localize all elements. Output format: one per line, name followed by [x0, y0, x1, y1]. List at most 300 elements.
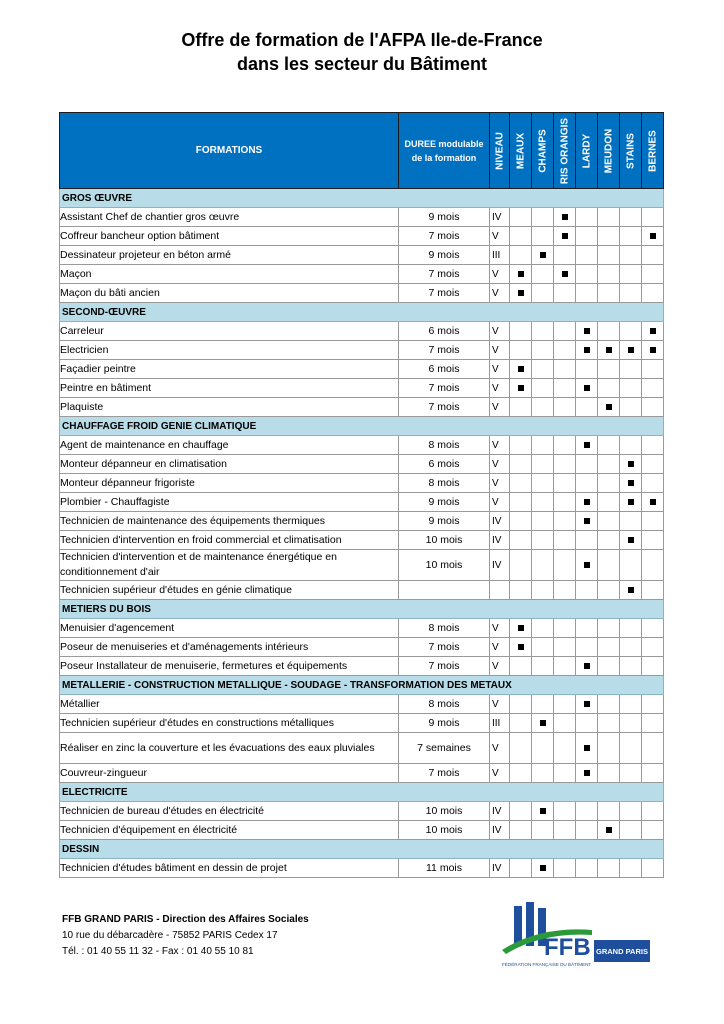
site-cell	[642, 493, 664, 512]
site-cell	[598, 550, 620, 581]
site-cell	[510, 638, 532, 657]
site-cell	[620, 341, 642, 360]
formation-name: Technicien d'équipement en électricité	[60, 821, 399, 840]
site-cell	[554, 821, 576, 840]
availability-marker	[518, 625, 524, 631]
site-cell	[532, 714, 554, 733]
header-site-bernes: BERNES	[642, 113, 664, 189]
formation-duree: 7 mois	[399, 265, 490, 284]
site-cell	[510, 531, 532, 550]
formation-name: Technicien de bureau d'études en électricité	[60, 802, 399, 821]
formations-table	[59, 112, 664, 878]
section-title: METALLERIE - CONSTRUCTION METALLIQUE - SOUDAGE - TRANSFORMATION DES METAUX	[60, 676, 664, 695]
site-cell	[642, 733, 664, 764]
formation-niveau: V	[490, 638, 510, 657]
table-row	[60, 246, 664, 265]
site-cell	[576, 398, 598, 417]
site-cell	[554, 436, 576, 455]
site-cell	[532, 733, 554, 764]
site-cell	[554, 714, 576, 733]
formation-duree: 6 mois	[399, 322, 490, 341]
site-cell	[576, 764, 598, 783]
formation-name: Technicien d'intervention et de maintenance énergétique en conditionnement d'air	[60, 550, 399, 581]
table-row	[60, 619, 664, 638]
site-cell	[620, 436, 642, 455]
section-title: DESSIN	[60, 840, 664, 859]
site-cell	[598, 821, 620, 840]
site-cell	[554, 695, 576, 714]
formation-niveau: V	[490, 764, 510, 783]
table-row	[60, 550, 664, 581]
site-cell	[598, 360, 620, 379]
site-cell	[532, 360, 554, 379]
availability-marker	[562, 214, 568, 220]
site-cell	[532, 859, 554, 878]
footer-org: FFB GRAND PARIS - Direction des Affaires Sociales	[62, 914, 309, 925]
site-cell	[598, 379, 620, 398]
formation-duree: 10 mois	[399, 531, 490, 550]
formation-duree: 7 mois	[399, 638, 490, 657]
site-cell	[598, 493, 620, 512]
site-cell	[510, 493, 532, 512]
availability-marker	[518, 385, 524, 391]
site-cell	[532, 821, 554, 840]
site-cell	[620, 208, 642, 227]
site-cell	[576, 531, 598, 550]
site-cell	[532, 284, 554, 303]
site-cell	[510, 821, 532, 840]
site-cell	[576, 455, 598, 474]
formation-duree: 7 mois	[399, 398, 490, 417]
header-site-meudon: MEUDON	[598, 113, 620, 189]
site-cell	[554, 246, 576, 265]
site-cell	[554, 802, 576, 821]
availability-marker	[584, 701, 590, 707]
formation-niveau: V	[490, 619, 510, 638]
formation-duree: 8 mois	[399, 436, 490, 455]
site-cell	[554, 341, 576, 360]
table-row	[60, 581, 664, 600]
site-cell	[620, 764, 642, 783]
header-formations: FORMATIONS	[60, 113, 399, 189]
site-cell	[554, 531, 576, 550]
site-cell	[598, 733, 620, 764]
formation-duree: 10 mois	[399, 550, 490, 581]
availability-marker	[650, 328, 656, 334]
formation-niveau: V	[490, 474, 510, 493]
site-cell	[510, 379, 532, 398]
formation-name: Réaliser en zinc la couverture et les évacuations des eaux pluviales	[60, 733, 399, 764]
site-cell	[642, 436, 664, 455]
table-body	[60, 189, 664, 878]
table-row	[60, 379, 664, 398]
footer	[62, 912, 309, 960]
section-title: CHAUFFAGE FROID GENIE CLIMATIQUE	[60, 417, 664, 436]
site-cell	[598, 657, 620, 676]
availability-marker	[584, 442, 590, 448]
formation-duree: 9 mois	[399, 493, 490, 512]
site-cell	[510, 455, 532, 474]
site-cell	[576, 208, 598, 227]
site-cell	[642, 322, 664, 341]
table-row	[60, 322, 664, 341]
site-cell	[532, 512, 554, 531]
formation-duree: 10 mois	[399, 802, 490, 821]
site-cell	[576, 638, 598, 657]
header-site-lardy: LARDY	[576, 113, 598, 189]
table-row	[60, 398, 664, 417]
formation-niveau: V	[490, 322, 510, 341]
site-cell	[620, 512, 642, 531]
site-cell	[510, 360, 532, 379]
table-row	[60, 859, 664, 878]
site-cell	[532, 581, 554, 600]
site-cell	[554, 512, 576, 531]
site-cell	[642, 764, 664, 783]
formation-niveau: IV	[490, 531, 510, 550]
availability-marker	[584, 499, 590, 505]
table-row	[60, 638, 664, 657]
formation-name: Maçon du bâti ancien	[60, 284, 399, 303]
site-cell	[532, 322, 554, 341]
site-cell	[620, 398, 642, 417]
formation-duree: 9 mois	[399, 208, 490, 227]
site-cell	[576, 265, 598, 284]
site-cell	[620, 265, 642, 284]
site-cell	[532, 531, 554, 550]
formation-name: Coffreur bancheur option bâtiment	[60, 227, 399, 246]
availability-marker	[650, 347, 656, 353]
formation-niveau: III	[490, 714, 510, 733]
formation-duree: 9 mois	[399, 714, 490, 733]
site-cell	[510, 733, 532, 764]
site-cell	[554, 208, 576, 227]
site-cell	[554, 455, 576, 474]
section-title: METIERS DU BOIS	[60, 600, 664, 619]
availability-marker	[628, 480, 634, 486]
table-row	[60, 493, 664, 512]
availability-marker	[562, 271, 568, 277]
formation-duree: 8 mois	[399, 619, 490, 638]
formation-duree: 7 mois	[399, 379, 490, 398]
title-line-1: Offre de formation de l'AFPA Ile-de-France	[181, 30, 543, 50]
site-cell	[510, 436, 532, 455]
availability-marker	[606, 827, 612, 833]
site-cell	[510, 398, 532, 417]
table-row	[60, 764, 664, 783]
site-cell	[620, 246, 642, 265]
formation-name: Poseur Installateur de menuiserie, fermetures et équipements	[60, 657, 399, 676]
site-cell	[642, 455, 664, 474]
formation-duree: 7 mois	[399, 764, 490, 783]
formation-niveau: V	[490, 341, 510, 360]
site-cell	[642, 360, 664, 379]
site-cell	[576, 474, 598, 493]
formation-niveau: V	[490, 227, 510, 246]
site-cell	[532, 550, 554, 581]
site-cell	[554, 360, 576, 379]
formation-duree: 11 mois	[399, 859, 490, 878]
availability-marker	[540, 865, 546, 871]
formation-duree: 6 mois	[399, 455, 490, 474]
table-row	[60, 455, 664, 474]
table-row	[60, 360, 664, 379]
site-cell	[510, 859, 532, 878]
site-cell	[510, 227, 532, 246]
formation-name: Poseur de menuiseries et d'aménagements intérieurs	[60, 638, 399, 657]
formation-name: Peintre en bâtiment	[60, 379, 399, 398]
site-cell	[576, 322, 598, 341]
table-row	[60, 531, 664, 550]
site-cell	[598, 398, 620, 417]
site-cell	[598, 512, 620, 531]
site-cell	[598, 802, 620, 821]
availability-marker	[518, 644, 524, 650]
formation-duree: 8 mois	[399, 695, 490, 714]
site-cell	[598, 695, 620, 714]
site-cell	[620, 638, 642, 657]
site-cell	[620, 550, 642, 581]
site-cell	[620, 379, 642, 398]
site-cell	[532, 657, 554, 676]
site-cell	[576, 246, 598, 265]
site-cell	[510, 695, 532, 714]
site-cell	[576, 550, 598, 581]
formation-niveau: V	[490, 284, 510, 303]
availability-marker	[584, 562, 590, 568]
site-cell	[532, 474, 554, 493]
site-cell	[598, 227, 620, 246]
formation-name: Technicien supérieur d'études en génie climatique	[60, 581, 399, 600]
site-cell	[620, 360, 642, 379]
availability-marker	[584, 518, 590, 524]
site-cell	[620, 859, 642, 878]
site-cell	[642, 379, 664, 398]
site-cell	[642, 531, 664, 550]
formation-niveau: V	[490, 733, 510, 764]
site-cell	[620, 714, 642, 733]
formation-niveau: V	[490, 657, 510, 676]
site-cell	[620, 733, 642, 764]
formation-name: Couvreur-zingueur	[60, 764, 399, 783]
header-site-ris-orangis: RIS ORANGIS	[554, 113, 576, 189]
formation-name: Façadier peintre	[60, 360, 399, 379]
site-cell	[620, 619, 642, 638]
header-site-stains: STAINS	[620, 113, 642, 189]
site-cell	[642, 619, 664, 638]
site-cell	[642, 695, 664, 714]
availability-marker	[540, 720, 546, 726]
site-cell	[620, 531, 642, 550]
formation-duree: 7 mois	[399, 341, 490, 360]
table-row	[60, 733, 664, 764]
table-row	[60, 714, 664, 733]
formation-duree: 7 semaines	[399, 733, 490, 764]
section-title: SECOND-ŒUVRE	[60, 303, 664, 322]
header-duree: DUREE modulable de la formation	[399, 113, 490, 189]
logo-letters: FFB	[544, 934, 591, 961]
site-cell	[554, 398, 576, 417]
site-cell	[642, 550, 664, 581]
formation-niveau: V	[490, 436, 510, 455]
site-cell	[598, 455, 620, 474]
logo-tagline: FÉDÉRATION FRANÇAISE DU BÂTIMENT	[502, 962, 592, 967]
site-cell	[620, 284, 642, 303]
site-cell	[598, 208, 620, 227]
site-cell	[510, 208, 532, 227]
site-cell	[642, 265, 664, 284]
site-cell	[620, 455, 642, 474]
site-cell	[642, 512, 664, 531]
site-cell	[576, 436, 598, 455]
availability-marker	[628, 347, 634, 353]
table-row	[60, 695, 664, 714]
site-cell	[598, 859, 620, 878]
availability-marker	[540, 808, 546, 814]
formation-name: Technicien d'intervention en froid commercial et climatisation	[60, 531, 399, 550]
site-cell	[598, 531, 620, 550]
formation-niveau: IV	[490, 859, 510, 878]
site-cell	[642, 821, 664, 840]
formation-niveau: III	[490, 246, 510, 265]
site-cell	[576, 733, 598, 764]
site-cell	[598, 581, 620, 600]
availability-marker	[584, 745, 590, 751]
site-cell	[510, 657, 532, 676]
formation-name: Technicien d'études bâtiment en dessin de projet	[60, 859, 399, 878]
site-cell	[510, 512, 532, 531]
site-cell	[642, 246, 664, 265]
site-cell	[510, 802, 532, 821]
availability-marker	[650, 499, 656, 505]
site-cell	[598, 436, 620, 455]
site-cell	[510, 265, 532, 284]
site-cell	[576, 227, 598, 246]
site-cell	[532, 208, 554, 227]
site-cell	[554, 227, 576, 246]
site-cell	[532, 398, 554, 417]
table-row	[60, 821, 664, 840]
formation-niveau: V	[490, 360, 510, 379]
site-cell	[532, 493, 554, 512]
site-cell	[576, 512, 598, 531]
site-cell	[554, 322, 576, 341]
site-cell	[576, 284, 598, 303]
section-title: GROS ŒUVRE	[60, 189, 664, 208]
formation-niveau: IV	[490, 821, 510, 840]
site-cell	[510, 284, 532, 303]
section-row	[60, 783, 664, 802]
site-cell	[598, 265, 620, 284]
site-cell	[554, 550, 576, 581]
header-niveau: NIVEAU	[490, 113, 510, 189]
site-cell	[598, 714, 620, 733]
availability-marker	[650, 233, 656, 239]
site-cell	[510, 764, 532, 783]
site-cell	[554, 733, 576, 764]
formation-duree: 9 mois	[399, 246, 490, 265]
site-cell	[554, 638, 576, 657]
site-cell	[576, 657, 598, 676]
site-cell	[554, 284, 576, 303]
section-title: ELECTRICITE	[60, 783, 664, 802]
site-cell	[598, 284, 620, 303]
availability-marker	[584, 663, 590, 669]
formation-duree: 7 mois	[399, 284, 490, 303]
site-cell	[642, 398, 664, 417]
availability-marker	[606, 404, 612, 410]
site-cell	[554, 859, 576, 878]
availability-marker	[628, 461, 634, 467]
site-cell	[598, 638, 620, 657]
availability-marker	[540, 252, 546, 258]
formation-name: Menuisier d'agencement	[60, 619, 399, 638]
availability-marker	[584, 347, 590, 353]
availability-marker	[628, 537, 634, 543]
section-row	[60, 600, 664, 619]
site-cell	[642, 284, 664, 303]
availability-marker	[606, 347, 612, 353]
site-cell	[576, 493, 598, 512]
site-cell	[642, 859, 664, 878]
site-cell	[532, 695, 554, 714]
site-cell	[532, 246, 554, 265]
page-title	[0, 28, 724, 76]
site-cell	[510, 474, 532, 493]
site-cell	[642, 714, 664, 733]
formation-name: Technicien de maintenance des équipements thermiques	[60, 512, 399, 531]
formation-niveau: V	[490, 695, 510, 714]
formation-niveau: IV	[490, 550, 510, 581]
site-cell	[620, 821, 642, 840]
site-cell	[576, 859, 598, 878]
site-cell	[576, 379, 598, 398]
site-cell	[510, 714, 532, 733]
site-cell	[510, 581, 532, 600]
site-cell	[532, 455, 554, 474]
formation-niveau	[490, 581, 510, 600]
formation-name: Plombier - Chauffagiste	[60, 493, 399, 512]
site-cell	[532, 619, 554, 638]
site-cell	[620, 474, 642, 493]
site-cell	[532, 764, 554, 783]
site-cell	[598, 341, 620, 360]
site-cell	[642, 657, 664, 676]
footer-address: 10 rue du débarcadère - 75852 PARIS Cedex 17	[62, 930, 278, 941]
site-cell	[620, 581, 642, 600]
logo-bar-1	[514, 906, 522, 946]
site-cell	[642, 474, 664, 493]
site-cell	[576, 802, 598, 821]
site-cell	[576, 695, 598, 714]
section-row	[60, 303, 664, 322]
site-cell	[642, 208, 664, 227]
formation-name: Monteur dépanneur frigoriste	[60, 474, 399, 493]
site-cell	[532, 265, 554, 284]
availability-marker	[584, 770, 590, 776]
availability-marker	[584, 385, 590, 391]
section-row	[60, 840, 664, 859]
formation-niveau: V	[490, 455, 510, 474]
site-cell	[620, 493, 642, 512]
site-cell	[510, 322, 532, 341]
formation-name: Maçon	[60, 265, 399, 284]
header-site-meaux: MEAUX	[510, 113, 532, 189]
site-cell	[598, 764, 620, 783]
site-cell	[642, 581, 664, 600]
site-cell	[532, 227, 554, 246]
table-row	[60, 802, 664, 821]
